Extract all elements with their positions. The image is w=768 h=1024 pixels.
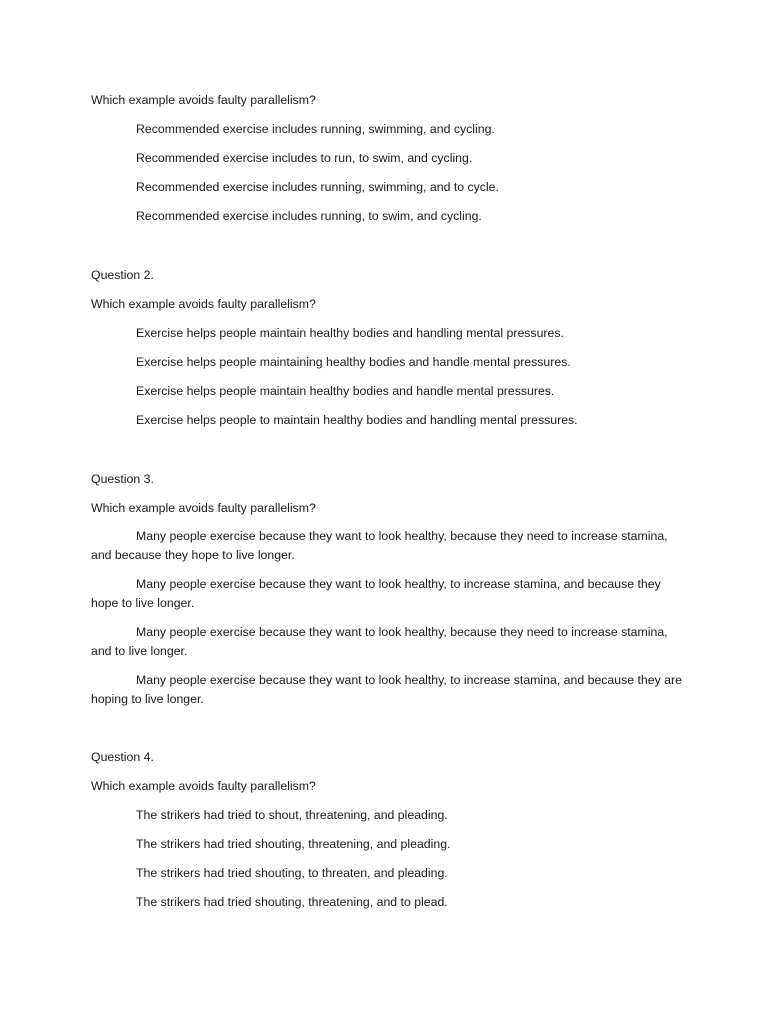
question-3-option-a: Many people exercise because they want to look healthy, because they need to increase stamina, and because they hope to live longer. bbox=[91, 529, 668, 562]
question-2-options bbox=[91, 325, 691, 428]
question-1-option-c: Recommended exercise includes running, swimming, and to cycle. bbox=[136, 180, 499, 194]
question-3 bbox=[91, 471, 691, 719]
question-3-option-c: Many people exercise because they want to look healthy, because they need to increase stamina, and to live longer. bbox=[91, 625, 668, 658]
question-4-option-b: The strikers had tried shouting, threatening, and pleading. bbox=[136, 837, 451, 851]
question-1-option-d: Recommended exercise includes running, to swim, and cycling. bbox=[136, 209, 482, 223]
question-1-options bbox=[91, 121, 691, 224]
question-1-option-a: Recommended exercise includes running, swimming, and cycling. bbox=[136, 122, 495, 136]
question-3-options bbox=[91, 527, 691, 709]
question-2-prompt: Which example avoids faulty parallelism? bbox=[91, 297, 316, 311]
question-2-option-b: Exercise helps people maintaining healthy bodies and handle mental pressures. bbox=[136, 355, 571, 369]
question-2-option-c: Exercise helps people maintain healthy bodies and handle mental pressures. bbox=[136, 384, 555, 398]
question-2-option-d: Exercise helps people to maintain healthy bodies and handling mental pressures. bbox=[136, 413, 578, 427]
question-4 bbox=[91, 749, 691, 923]
question-1 bbox=[91, 92, 691, 237]
question-4-heading: Question 4. bbox=[91, 750, 154, 764]
question-4-options bbox=[91, 807, 691, 910]
question-4-prompt: Which example avoids faulty parallelism? bbox=[91, 779, 316, 793]
question-1-option-b: Recommended exercise includes to run, to swim, and cycling. bbox=[136, 151, 473, 165]
question-4-option-d: The strikers had tried shouting, threatening, and to plead. bbox=[136, 895, 448, 909]
question-2-heading: Question 2. bbox=[91, 268, 154, 282]
question-4-option-c: The strikers had tried shouting, to threaten, and pleading. bbox=[136, 866, 448, 880]
question-2 bbox=[91, 267, 691, 441]
question-3-option-b: Many people exercise because they want to look healthy, to increase stamina, and because they hope to live longer. bbox=[91, 577, 661, 610]
question-1-prompt: Which example avoids faulty parallelism? bbox=[91, 93, 316, 107]
question-3-heading: Question 3. bbox=[91, 472, 154, 486]
question-3-option-d: Many people exercise because they want to look healthy, to increase stamina, and because they are hoping to live longer. bbox=[91, 673, 682, 706]
question-2-option-a: Exercise helps people maintain healthy bodies and handling mental pressures. bbox=[136, 326, 564, 340]
question-4-option-a: The strikers had tried to shout, threatening, and pleading. bbox=[136, 808, 448, 822]
question-3-prompt: Which example avoids faulty parallelism? bbox=[91, 501, 316, 515]
